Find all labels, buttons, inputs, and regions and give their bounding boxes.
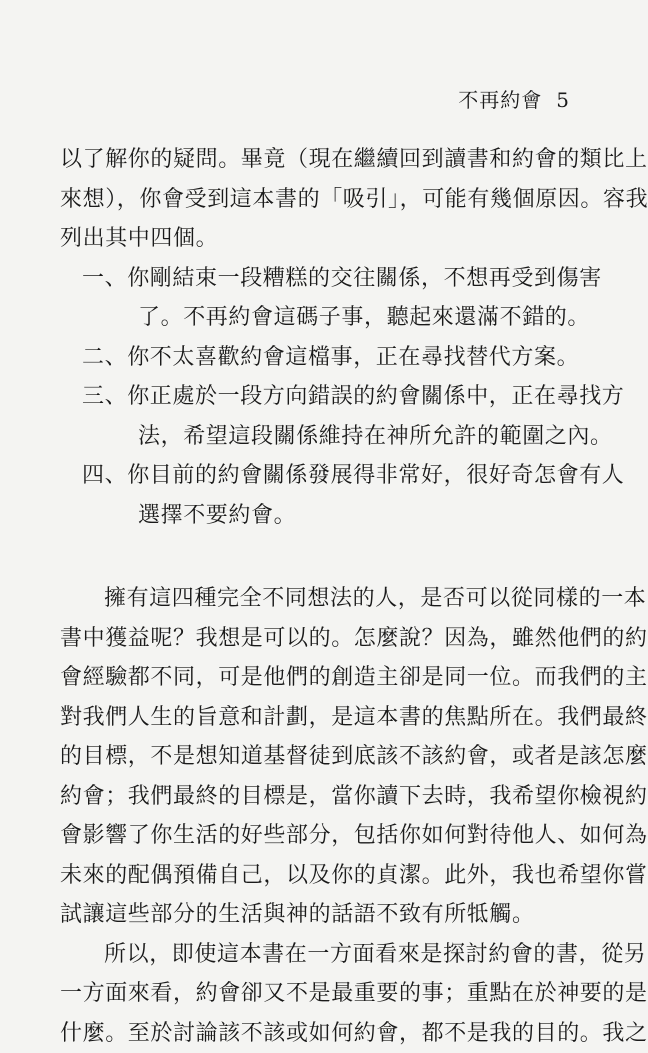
text-line: 以了解你的疑問。畢竟（現在繼續回到讀書和約會的類比上 — [60, 140, 580, 180]
text-line: 會影響了你生活的好些部分，包括你如何對待他人、如何為 — [60, 816, 580, 856]
text-line: 來想），你會受到這本書的「吸引」，可能有幾個原因。容我 — [60, 180, 580, 220]
page-number: 5 — [556, 88, 570, 112]
text-line: 約會；我們最終的目標是，當你讀下去時，我希望你檢視約 — [60, 777, 580, 817]
text-line: 未來的配偶預備自己，以及你的貞潔。此外，我也希望你嘗 — [60, 856, 580, 896]
text-line: 書中獲益呢？我想是可以的。怎麼說？因為，雖然他們的約 — [60, 619, 580, 659]
text-line: 對我們人生的旨意和計劃，是這本書的焦點所在。我們最終 — [60, 698, 580, 738]
list-item-continuation: 法，希望這段關係維持在神所允許的範圍之內。 — [60, 417, 580, 457]
list-item: 四、你目前的約會關係發展得非常好，很好奇怎會有人 — [60, 456, 580, 496]
list-item-continuation: 選擇不要約會。 — [60, 496, 580, 536]
paragraph-gap — [60, 535, 580, 579]
body-text — [60, 140, 580, 1053]
text-line: 列出其中四個。 — [60, 219, 580, 259]
running-header — [458, 84, 570, 113]
list-item: 三、你正處於一段方向錯誤的約會關係中，正在尋找方 — [60, 377, 580, 417]
text-line: 會經驗都不同，可是他們的創造主卻是同一位。而我們的主 — [60, 658, 580, 698]
list-item-continuation: 了。不再約會這碼子事，聽起來還滿不錯的。 — [60, 298, 580, 338]
paragraph-first-line: 擁有這四種完全不同想法的人，是否可以從同樣的一本 — [60, 579, 580, 619]
text-line: 一方面來看，約會卻又不是最重要的事；重點在於神要的是 — [60, 974, 580, 1014]
text-line: 什麼。至於討論該不該或如何約會，都不是我的目的。我之 — [60, 1014, 580, 1053]
list-item: 一、你剛結束一段糟糕的交往關係，不想再受到傷害 — [60, 259, 580, 299]
header-title: 不再約會 — [458, 84, 542, 113]
text-line: 的目標，不是想知道基督徒到底該不該約會，或者是該怎麼 — [60, 737, 580, 777]
list-item: 二、你不太喜歡約會這檔事，正在尋找替代方案。 — [60, 338, 580, 378]
paragraph-first-line: 所以，即使這本書在一方面看來是探討約會的書，從另 — [60, 935, 580, 975]
text-line: 試讓這些部分的生活與神的話語不致有所牴觸。 — [60, 895, 580, 935]
